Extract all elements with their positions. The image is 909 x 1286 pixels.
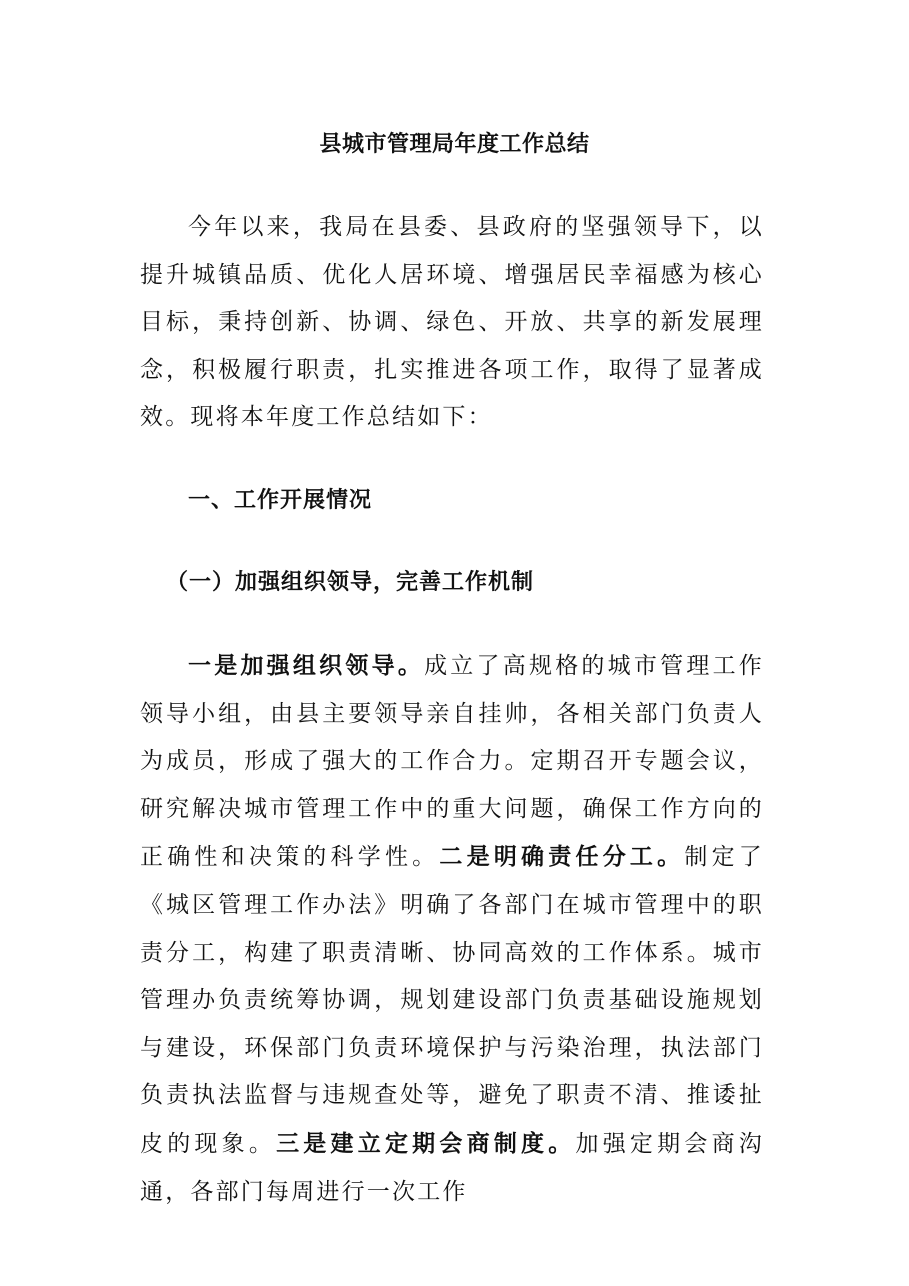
lead-phrase-3: 三是建立定期会商制度。 [276,1129,576,1157]
body-text-1: 成立了高规格的城市管理工作领导小组，由县主要领导亲自挂帅，各相关部门负责人为成员，形成了强大的工作合力。定期召开专题会议，研究解决城市管理工作中的重大问题，确保工作方向的正确性和决策的科学性。 [140,653,764,871]
document-title: 县城市管理局年度工作总结 [319,131,590,157]
body-text-2: 制定了《城区管理工作办法》明确了各部门在城市管理中的职责分工，构建了职责清晰、协同高效的工作体系。城市管理办负责统筹协调，规划建设部门负责基础设施规划与建设，环保部门负责环境保护与污染治理，执法部门负责执法监督与违规查处等，避免了职责不清、推诿扯皮的现象。 [140,844,764,1157]
intro-paragraph: 今年以来，我局在县委、县政府的坚强领导下，以提升城镇品质、优化人居环境、增强居民幸福感为核心目标，秉持创新、协调、绿色、开放、共享的新发展理念，积极履行职责，扎实推进各项工作，取得了显著成效。现将本年度工作总结如下： [140,214,764,431]
lead-phrase-2: 二是明确责任分工。 [439,843,685,871]
body-paragraph [140,642,764,1216]
section-heading: 一、工作开展情况 [188,487,373,513]
body-text-3: 加强定期会商沟通，各部门每周进行一次工作 [140,1130,765,1205]
subsection-heading: （一）加强组织领导，完善工作机制 [166,569,535,595]
lead-phrase-1: 一是加强组织领导。 [188,652,425,679]
